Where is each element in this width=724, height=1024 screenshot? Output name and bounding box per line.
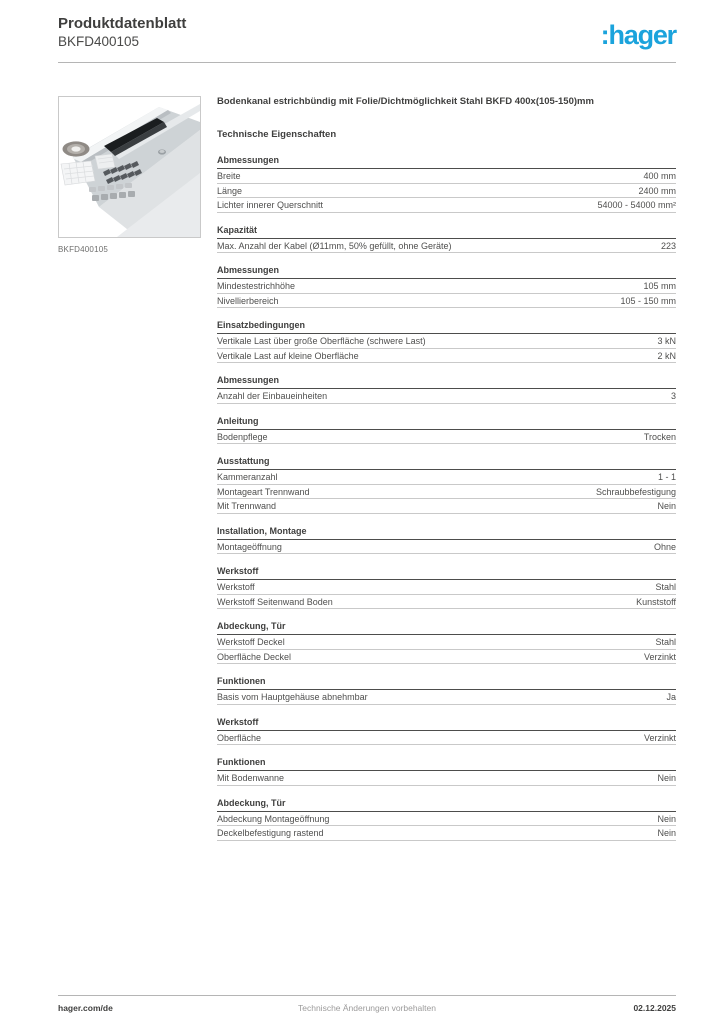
table-row <box>217 184 676 199</box>
spec-group <box>217 757 676 786</box>
table-row <box>217 812 676 827</box>
hager-logo: :hager <box>600 20 676 50</box>
spec-group-title: Abdeckung, Tür <box>217 798 676 812</box>
spec-value: 54000 - 54000 mm² <box>597 200 676 210</box>
spec-label: Deckelbefestigung rastend <box>217 828 324 838</box>
table-row <box>217 334 676 349</box>
spec-label: Montageart Trennwand <box>217 486 310 497</box>
spec-value: Schraubbefestigung <box>595 486 676 497</box>
spec-label: Oberfläche Deckel <box>217 651 292 662</box>
table-row <box>217 279 676 294</box>
table-row <box>217 731 676 746</box>
spec-group <box>217 375 676 404</box>
spec-group <box>217 416 676 445</box>
table-row <box>217 389 676 404</box>
spec-group <box>217 621 676 664</box>
spec-group-title: Abmessungen <box>217 155 676 169</box>
spec-value: Trocken <box>643 431 676 442</box>
spec-group-rows <box>217 580 676 609</box>
spec-group <box>217 798 676 841</box>
spec-group-title: Werkstoff <box>217 717 676 731</box>
header-divider <box>58 62 676 63</box>
product-photo <box>59 97 200 237</box>
spec-value: 1 - 1 <box>657 472 676 482</box>
spec-group <box>217 225 676 254</box>
spec-value: Ohne <box>653 541 676 552</box>
spec-label: Max. Anzahl der Kabel (Ø11mm, 50% gefüllt, ohne Geräte) <box>217 240 452 251</box>
page-footer <box>58 995 676 1013</box>
table-row <box>217 499 676 514</box>
spec-label: Mit Bodenwanne <box>217 773 285 783</box>
table-row <box>217 198 676 213</box>
spec-label: Nivellierbereich <box>217 295 279 306</box>
spec-group-title: Abmessungen <box>217 375 676 389</box>
spec-label: Montageöffnung <box>217 541 282 552</box>
spec-value: 3 <box>670 391 676 401</box>
spec-label: Mit Trennwand <box>217 501 277 511</box>
product-image-box <box>58 96 201 238</box>
table-row <box>217 349 676 364</box>
footer-website-link[interactable]: hager.com/de <box>58 1003 113 1013</box>
table-row <box>217 595 676 610</box>
spec-value: 2 kN <box>657 350 676 361</box>
spec-label: Lichter innerer Querschnitt <box>217 200 324 210</box>
product-title: Bodenkanal estrichbündig mit Folie/Dichtmöglichkeit Stahl BKFD 400x(105-150)mm <box>217 96 594 107</box>
spec-value: 3 kN <box>657 336 676 346</box>
spec-group <box>217 265 676 308</box>
spec-group-rows <box>217 389 676 404</box>
section-title: Technische Eigenschaften <box>217 129 337 140</box>
spec-group-rows <box>217 812 676 841</box>
footer-date: 02.12.2025 <box>633 1003 676 1013</box>
spec-group <box>217 676 676 705</box>
spec-value: 400 mm <box>643 171 676 181</box>
spec-label: Vertikale Last auf kleine Oberfläche <box>217 350 359 361</box>
spec-group <box>217 456 676 514</box>
spec-label: Werkstoff <box>217 582 255 592</box>
spec-value: Ja <box>666 692 676 702</box>
spec-group <box>217 526 676 555</box>
page-header <box>58 15 676 50</box>
spec-value: Nein <box>657 501 676 511</box>
spec-group-title: Ausstattung <box>217 456 676 470</box>
spec-label: Vertikale Last über große Oberfläche (schwere Last) <box>217 336 426 346</box>
table-row <box>217 635 676 650</box>
spec-value: Verzinkt <box>643 732 676 743</box>
spec-group <box>217 155 676 213</box>
table-row <box>217 580 676 595</box>
spec-group-rows <box>217 430 676 445</box>
table-row <box>217 430 676 445</box>
spec-label: Bodenpflege <box>217 431 268 442</box>
table-row <box>217 470 676 485</box>
spec-label: Kammeranzahl <box>217 472 278 482</box>
spec-value: Stahl <box>655 582 676 592</box>
spec-group-rows <box>217 334 676 363</box>
spec-group-rows <box>217 239 676 254</box>
table-row <box>217 540 676 555</box>
table-row <box>217 294 676 309</box>
spec-group <box>217 320 676 363</box>
spec-group-rows <box>217 169 676 213</box>
spec-label: Werkstoff Seitenwand Boden <box>217 596 333 607</box>
table-row <box>217 826 676 841</box>
document-title: Produktdatenblatt <box>58 15 187 32</box>
spec-group-title: Funktionen <box>217 757 676 771</box>
product-image-column <box>58 96 201 254</box>
spec-label: Basis vom Hauptgehäuse abnehmbar <box>217 692 368 702</box>
spec-value: Kunststoff <box>636 596 676 607</box>
spec-group-title: Installation, Montage <box>217 526 676 540</box>
footer-note: Technische Änderungen vorbehalten <box>298 1003 436 1013</box>
spec-group-title: Kapazität <box>217 225 676 239</box>
spec-value: 2400 mm <box>638 185 676 196</box>
spec-value: 105 - 150 mm <box>620 295 676 306</box>
spec-value: Nein <box>657 773 676 783</box>
spec-column <box>217 96 676 853</box>
spec-group-title: Abdeckung, Tür <box>217 621 676 635</box>
spec-group-rows <box>217 771 676 786</box>
spec-groups <box>217 155 676 841</box>
spec-label: Mindestestrichhöhe <box>217 281 296 291</box>
table-row <box>217 650 676 665</box>
spec-value: 223 <box>660 240 676 251</box>
spec-group-title: Werkstoff <box>217 566 676 580</box>
spec-label: Abdeckung Montageöffnung <box>217 813 330 824</box>
spec-group-rows <box>217 540 676 555</box>
spec-group-title: Abmessungen <box>217 265 676 279</box>
spec-group-rows <box>217 731 676 746</box>
spec-value: Nein <box>657 828 676 838</box>
spec-value: Nein <box>657 813 676 824</box>
spec-group-rows <box>217 279 676 308</box>
spec-label: Breite <box>217 171 241 181</box>
spec-group-title: Anleitung <box>217 416 676 430</box>
spec-group-rows <box>217 635 676 664</box>
spec-label: Werkstoff Deckel <box>217 637 285 647</box>
spec-value: Verzinkt <box>643 651 676 662</box>
spec-label: Anzahl der Einbaueinheiten <box>217 391 328 401</box>
spec-group <box>217 717 676 746</box>
table-row <box>217 239 676 254</box>
spec-group-title: Einsatzbedingungen <box>217 320 676 334</box>
product-image-caption: BKFD400105 <box>58 245 109 254</box>
spec-label: Länge <box>217 185 243 196</box>
spec-group-rows <box>217 470 676 514</box>
table-row <box>217 485 676 500</box>
spec-label: Oberfläche <box>217 732 262 743</box>
product-code: BKFD400105 <box>58 34 140 49</box>
spec-group-rows <box>217 690 676 705</box>
spec-group <box>217 566 676 609</box>
table-row <box>217 169 676 184</box>
spec-value: Stahl <box>655 637 676 647</box>
table-row <box>217 771 676 786</box>
spec-value: 105 mm <box>643 281 676 291</box>
table-row <box>217 690 676 705</box>
spec-group-title: Funktionen <box>217 676 676 690</box>
